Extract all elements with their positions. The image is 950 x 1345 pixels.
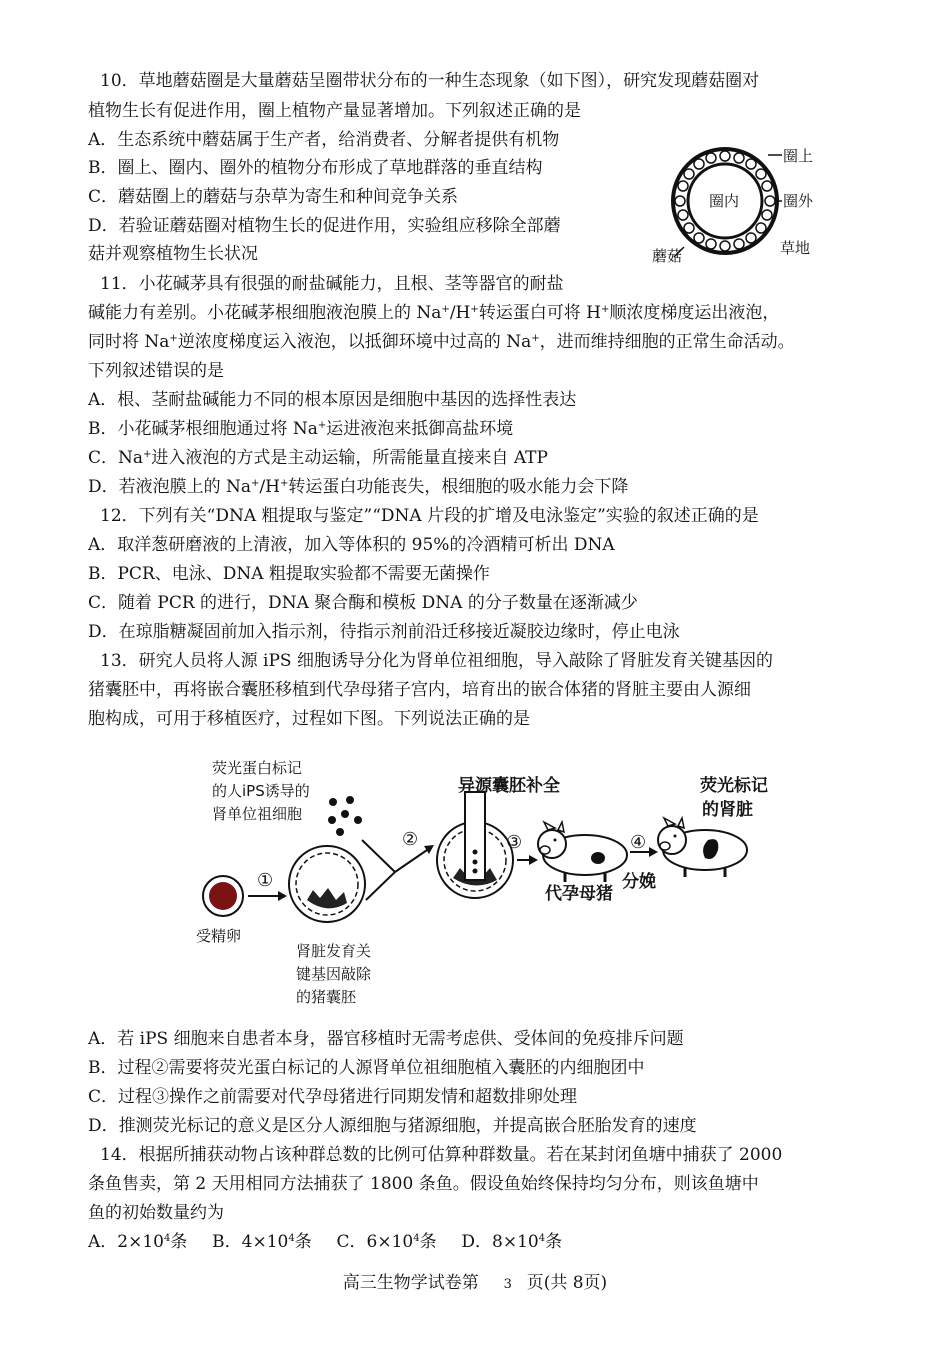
q11-stem-line4: 下列叙述错误的是 <box>88 361 224 381</box>
q14-option-d: D．$8\times 10^4$条 <box>461 1232 563 1252</box>
q11-option-a: A．根、茎耐盐碱能力不同的根本原因是细胞中基因的选择性表达 <box>88 390 577 410</box>
label-birth: 分娩 <box>622 872 656 892</box>
progenitor-cells-dots <box>328 796 362 836</box>
chimeric-blastocyst-icon <box>437 792 513 898</box>
q10-option-c: C．蘑菇圈上的蘑菇与杂草为寄生和种间竞争关系 <box>88 187 459 207</box>
q11-stem-line3: 同时将 Na+逆浓度梯度运入液泡，以抵御环境中过高的 Na+，进而维持细胞的正常生命活动。 <box>88 332 795 352</box>
ring-label-mushroom: 蘑菇 <box>652 247 683 265</box>
ring-label-grass: 草地 <box>780 239 811 257</box>
q13-stem-line1: 13．研究人员将人源 iPS 细胞诱导分化为肾单位祖细胞，导入敲除了肾脏发育关键基因的 <box>100 651 773 671</box>
q10-option-d-line2: 菇并观察植物生长状况 <box>88 244 258 264</box>
fertilized-egg-icon <box>203 876 243 916</box>
q14-stem-line3: 鱼的初始数量约为 <box>88 1203 224 1223</box>
q10-stem-line1: 10．草地蘑菇圈是大量蘑菇呈圈带状分布的一种生态现象（如下图），研究发现蘑菇圈对 <box>100 71 760 91</box>
surrogate-pig-icon <box>538 822 627 882</box>
q12-option-d: D．在琼脂糖凝固前加入指示剂，待指示剂前沿迁移接近凝胶边缘时，停止电泳 <box>88 622 680 642</box>
label-step1: ① <box>257 870 274 891</box>
q12-option-b: B．PCR、电泳、DNA 粗提取实验都不需要无菌操作 <box>88 564 490 584</box>
label-step2: ② <box>402 829 419 850</box>
label-knockout-2: 键基因敲除 <box>296 965 372 983</box>
label-kidney-1: 荧光标记 <box>700 776 768 796</box>
ring-label-out: 圈外 <box>783 192 814 210</box>
q11-option-d: D．若液泡膜上的 Na+/H+转运蛋白功能丧失，根细胞的吸水能力会下降 <box>88 477 629 497</box>
q13-stem-line2: 猪囊胚中，再将嵌合囊胚移植到代孕母猪子宫内，培育出的嵌合体猪的肾脏主要由人源细 <box>88 680 751 700</box>
q14-option-b: B．$4\times 10^4$条 <box>212 1232 312 1252</box>
q14-option-c: C．$6\times 10^4$条 <box>336 1232 437 1252</box>
q12-stem: 12．下列有关“DNA 粗提取与鉴定”“DNA 片段的扩增及电泳鉴定”实验的叙述正确的是 <box>100 506 759 526</box>
q14-options <box>88 1229 562 1255</box>
label-fertilized-egg: 受精卵 <box>196 927 242 945</box>
q12-option-a: A．取洋葱研磨液的上清液，加入等体积的 95%的冷酒精可析出 DNA <box>88 535 615 555</box>
q10-option-d-line1: D．若验证蘑菇圈对植物生长的促进作用，实验组应移除全部蘑 <box>88 216 561 236</box>
label-cells-3: 肾单位祖细胞 <box>212 805 303 823</box>
q11-stem-line2: 碱能力有差别。小花碱茅根细胞液泡膜上的 Na+/H+转运蛋白可将 H+顺浓度梯度运出液泡， <box>88 303 780 323</box>
label-cells-1: 荧光蛋白标记 <box>212 759 303 777</box>
ring-label-in: 圈内 <box>709 192 740 210</box>
knockout-blastocyst-icon <box>289 846 365 922</box>
page-footer: 高三生物学试卷第 3 页(共 8页) <box>342 1273 608 1293</box>
label-hetero-complement: 异源囊胚补全 <box>458 776 560 796</box>
q13-stem-line3: 胞构成，可用于移植医疗，过程如下图。下列说法正确的是 <box>88 709 530 729</box>
q13-option-b: B．过程②需要将荧光蛋白标记的人源肾单位祖细胞植入囊胚的内细胞团中 <box>88 1058 645 1078</box>
label-knockout-3: 的猪囊胚 <box>296 988 357 1006</box>
q13-option-d: D．推测荧光标记的意义是区分人源细胞与猪源细胞，并提高嵌合胚胎发育的速度 <box>88 1116 697 1136</box>
q13-option-c: C．过程③操作之前需要对代孕母猪进行同期发情和超数排卵处理 <box>88 1087 578 1107</box>
label-cells-2: 的人iPS诱导的 <box>212 782 310 800</box>
label-step3: ③ <box>506 832 523 853</box>
label-knockout-1: 肾脏发育关 <box>296 942 372 960</box>
q11-stem-line1: 11．小花碱茅具有很强的耐盐碱能力，且根、茎等器官的耐盐 <box>100 274 564 294</box>
chimera-pig-icon <box>658 818 747 877</box>
ring-label-on: 圈上 <box>783 147 814 165</box>
q10-stem-line2: 植物生长有促进作用，圈上植物产量显著增加。下列叙述正确的是 <box>88 101 581 121</box>
q14-stem-line2: 条鱼售卖，第 2 天用相同方法捕获了 1800 条鱼。假设鱼始终保持均匀分布，则该鱼塘中 <box>88 1174 759 1194</box>
q12-option-c: C．随着 PCR 的进行，DNA 聚合酶和模板 DNA 的分子数量在逐渐减少 <box>88 593 638 613</box>
q11-option-c: C．Na+进入液泡的方式是主动运输，所需能量直接来自 ATP <box>88 448 548 468</box>
page-number: 3 <box>503 1277 512 1292</box>
q13-option-a: A．若 iPS 细胞来自患者本身，器官移植时无需考虑供、受体间的免疫排斥问题 <box>88 1029 684 1049</box>
label-surrogate-pig: 代孕母猪 <box>545 884 613 904</box>
label-kidney-2: 的肾脏 <box>702 800 753 820</box>
label-step4: ④ <box>630 832 647 853</box>
q14-stem-line1: 14．根据所捕获动物占该种群总数的比例可估算种群数量。若在某封闭鱼塘中捕获了 2000 <box>100 1145 783 1165</box>
q11-option-b: B．小花碱茅根细胞通过将 Na+运进液泡来抵御高盐环境 <box>88 419 514 439</box>
q14-option-a: A．$2\times 10^4$条 <box>88 1232 188 1252</box>
q10-option-b: B．圈上、圈内、圈外的植物分布形成了草地群落的垂直结构 <box>88 158 543 178</box>
q10-option-a: A．生态系统中蘑菇属于生产者，给消费者、分解者提供有机物 <box>88 130 560 150</box>
arrow-step2 <box>395 848 430 872</box>
